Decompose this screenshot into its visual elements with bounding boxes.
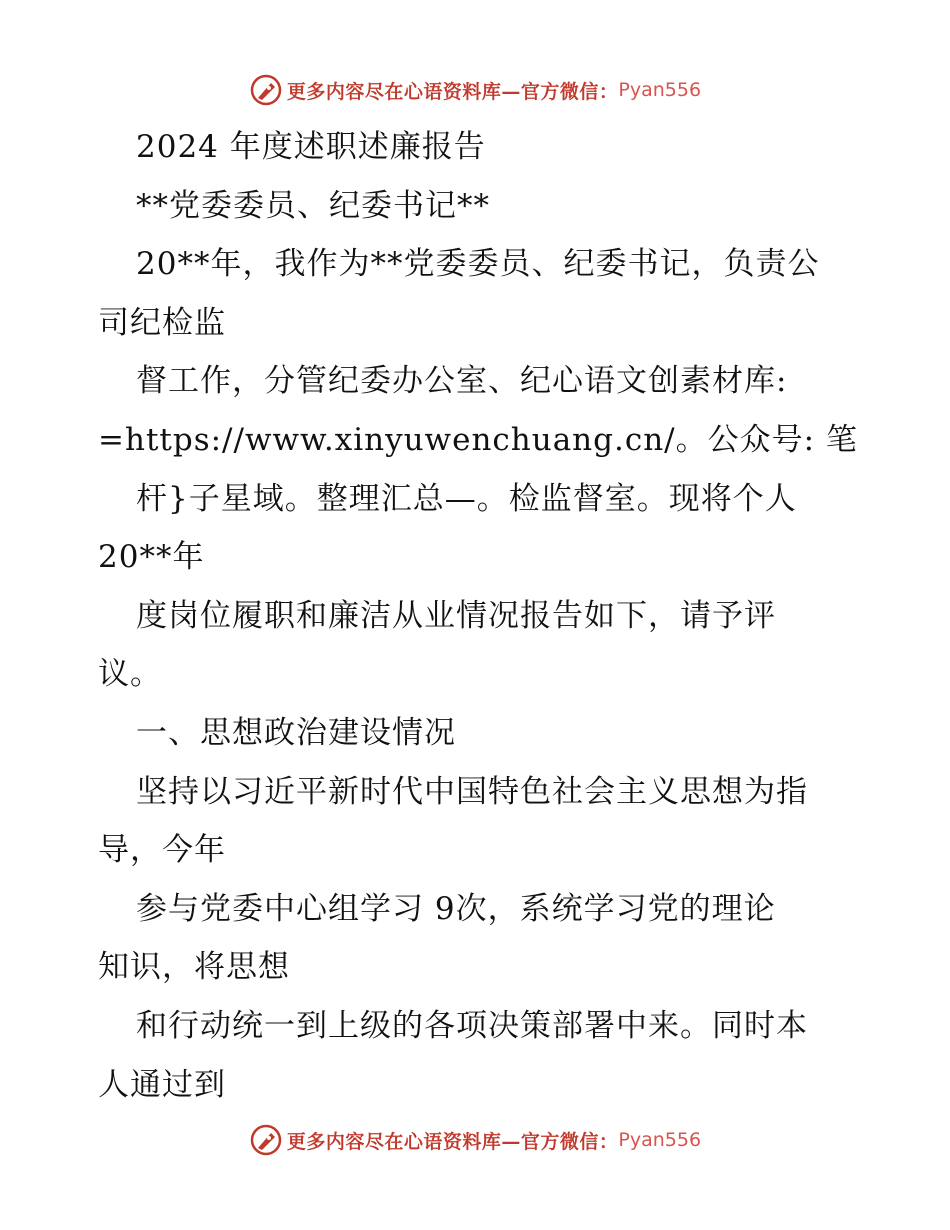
document-body (98, 118, 858, 1114)
paragraph-line: 20**年 (98, 539, 205, 576)
section-heading: 一、思想政治建设情况 (136, 714, 456, 751)
header-watermark-banner (0, 70, 950, 110)
footer-watermark-banner (0, 1120, 950, 1160)
paragraph-line: 议。 (98, 656, 162, 693)
paragraph-line: 杆}子星域。整理汇总—。检监督室。现将个人 (136, 480, 797, 517)
header-banner-text: 更多内容尽在心语资料库—官方微信： (286, 80, 619, 103)
pen-nib-logo-icon (249, 73, 283, 107)
author-position: **党委委员、纪委书记** (136, 187, 490, 224)
paragraph-line: 和行动统一到上级的各项决策部署中来。同时本 (136, 1007, 808, 1044)
paragraph-line: 人通过到 (98, 1066, 226, 1103)
pen-nib-logo-icon (249, 1123, 283, 1157)
paragraph-line: 坚持以习近平新时代中国特色社会主义思想为指 (136, 773, 808, 810)
header-banner-handle: Pyan556 (618, 79, 702, 101)
paragraph-line: 20**年，我作为**党委委员、纪委书记，负责公 (136, 246, 820, 283)
paragraph-line: 司纪检监 (98, 304, 226, 341)
footer-banner-text: 更多内容尽在心语资料库—官方微信： (286, 1130, 619, 1153)
document-title: 2024 年度述职述廉报告 (136, 129, 486, 165)
paragraph-line: 知识，将思想 (98, 949, 290, 986)
paragraph-line: 导，今年 (98, 832, 226, 869)
paragraph-line: =https://www.xinyuwenchuang.cn/。公众号: 笔 (98, 421, 858, 458)
paragraph-line: 督工作，分管纪委办公室、纪心语文创素材库: (136, 363, 788, 400)
paragraph-line: 度岗位履职和廉洁从业情况报告如下，请予评 (136, 597, 776, 634)
footer-banner-handle: Pyan556 (618, 1129, 702, 1151)
paragraph-line: 参与党委中心组学习 9次，系统学习党的理论 (136, 890, 776, 927)
